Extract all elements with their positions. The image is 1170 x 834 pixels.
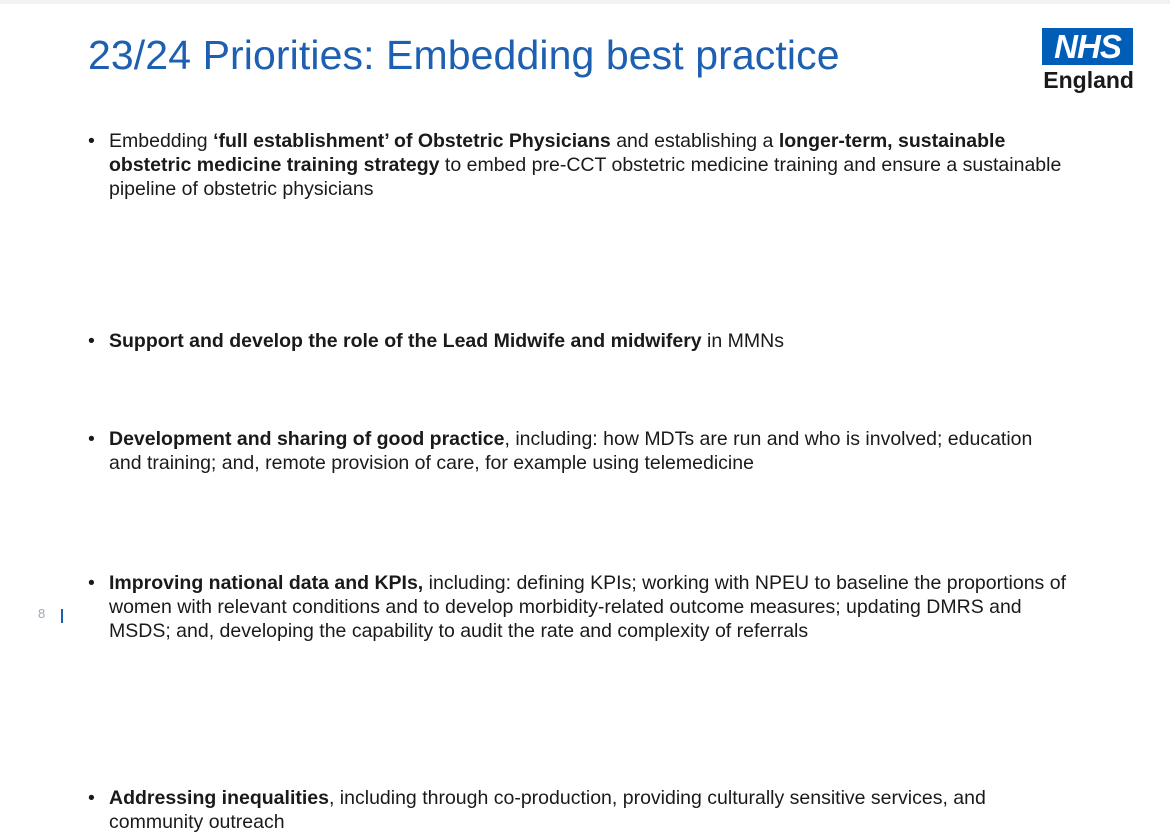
bullet-text: , including through co-production, providing culturally sensitive services, and community outreach (109, 787, 986, 833)
bullet-text: , including: how MDTs are run and who is involved; education and training; and, remote provision of care, for example using telemedicine (109, 428, 1033, 474)
slide-title: 23/24 Priorities: Embedding best practice (88, 32, 840, 78)
nhs-logo-mark (1042, 28, 1133, 65)
bullet-text: Embedding (109, 130, 214, 152)
footer-divider (61, 609, 63, 623)
slide-top-edge (0, 0, 1170, 4)
page-number: 8 (38, 606, 46, 621)
bullet-item (88, 786, 1068, 834)
nhs-england-logo (1040, 28, 1134, 98)
bullet-text: in MMNs (701, 330, 784, 352)
bullet-item (88, 329, 1068, 353)
nhs-logo-text: NHS (1054, 28, 1121, 65)
nhs-logo-subtitle: England (1043, 67, 1134, 93)
bullet-bold-text: Support and develop the role of the Lead Midwife and midwifery (109, 330, 702, 352)
bullet-text: and establishing a (610, 130, 779, 152)
bullet-bold-text: Improving national data and KPIs, (109, 572, 424, 594)
bullet-bold-text: ‘full establishment’ of Obstetric Physicians (213, 130, 611, 152)
priority-list (88, 129, 1068, 833)
bullet-item (88, 571, 1068, 643)
bullet-bold-text: Development and sharing of good practice (109, 428, 505, 450)
bullet-bold-text: longer-term, sustainable obstetric medicine training strategy (109, 130, 1006, 176)
bullet-item (88, 427, 1068, 475)
bullet-text: to embed pre-CCT obstetric medicine training and ensure a sustainable pipeline of obstetric physicians (109, 154, 1062, 200)
bullet-item (88, 129, 1068, 201)
bullet-text: including: defining KPIs; working with NPEU to baseline the proportions of women with relevant conditions and to develop morbidity-related outcome measures; updating DMRS and MSDS; and, developing the capability to audit the rate and complexity of referrals (109, 572, 1066, 642)
bullet-bold-text: Addressing inequalities (109, 787, 329, 809)
